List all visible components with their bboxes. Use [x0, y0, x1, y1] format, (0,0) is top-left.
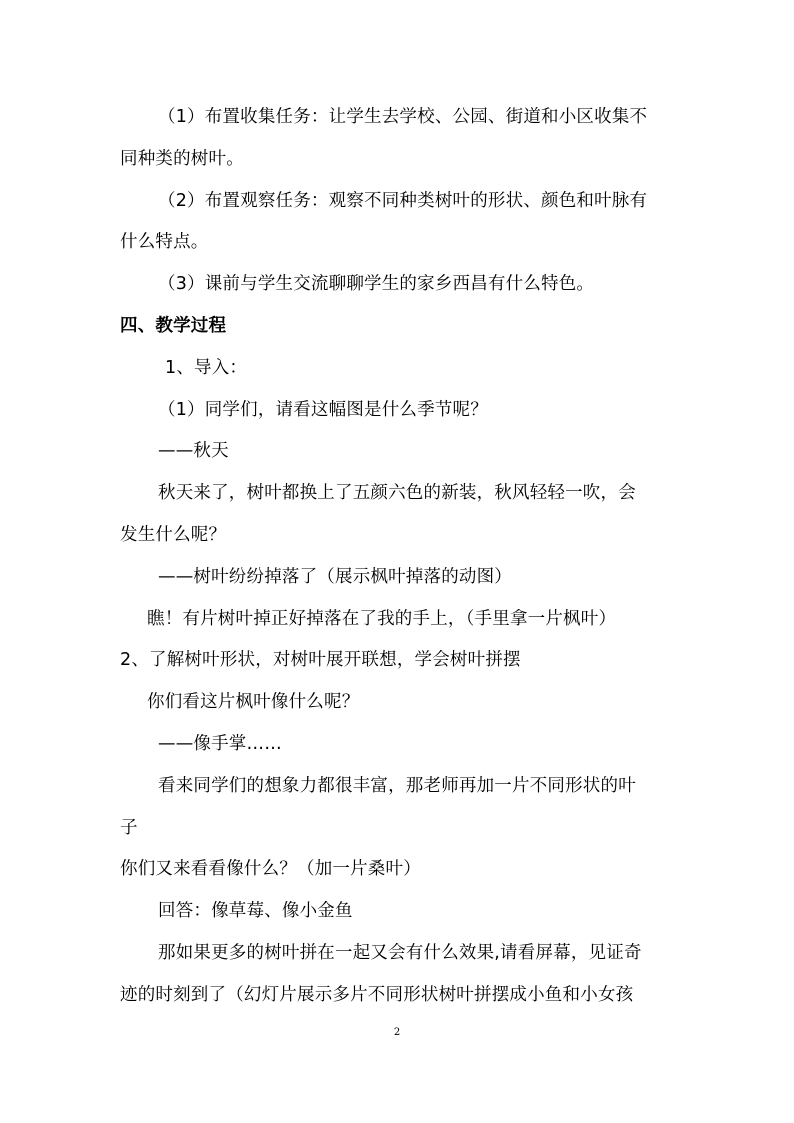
section-heading-teaching-process: 四、教学过程 — [120, 316, 227, 336]
step-leaf-shape-heading: 2、了解树叶形状，对树叶展开联想，学会树叶拼摆 — [120, 650, 521, 670]
more-leaves-line-2: 迹的时刻到了（幻灯片展示多片不同形状树叶拼摆成小鱼和小女孩 — [120, 985, 634, 1005]
leaf-in-hand-line: 瞧！有片树叶掉正好掉落在了我的手上，（手里拿一片枫叶） — [147, 609, 617, 629]
imagination-line-2: 子 — [120, 818, 138, 838]
imagination-line-1: 看来同学们的想象力都很丰富，那老师再加一片不同形状的叶 — [158, 776, 636, 796]
answer-strawberry-line: 回答：像草莓、像小金鱼 — [158, 901, 353, 921]
page-number: 2 — [393, 1027, 401, 1038]
answer-palm-line: ——像手掌…… — [158, 734, 282, 754]
task-collect-line-1: （1）布置收集任务：让学生去学校、公园、街道和小区收集不 — [158, 107, 648, 127]
task-observe-line-1: （2）布置观察任务：观察不同种类树叶的形状、颜色和叶脉有 — [158, 191, 648, 211]
step-intro-heading: 1、导入： — [165, 358, 248, 378]
task-exchange-line: （3）课前与学生交流聊聊学生的家乡西昌有什么特色。 — [158, 274, 595, 294]
autumn-paragraph-line-2: 发生什么呢？ — [120, 525, 227, 545]
task-observe-line-2: 什么特点。 — [120, 232, 209, 252]
more-leaves-line-1: 那如果更多的树叶拼在一起又会有什么效果,请看屏幕，见证奇 — [158, 943, 642, 963]
answer-autumn-line: ——秋天 — [158, 441, 229, 461]
answer-leaves-fall-line: ——树叶纷纷掉落了（展示枫叶掉落的动图） — [158, 567, 512, 587]
question-mulberry-line: 你们又来看看像什么？（加一片桑叶） — [120, 859, 421, 879]
autumn-paragraph-line-1: 秋天来了，树叶都换上了五颜六色的新装，秋风轻轻一吹，会 — [158, 483, 636, 503]
task-collect-line-2: 同种类的树叶。 — [120, 149, 244, 169]
question-maple-line: 你们看这片枫叶像什么呢？ — [147, 692, 360, 712]
question-season-line: （1）同学们，请看这幅图是什么季节呢？ — [158, 400, 488, 420]
